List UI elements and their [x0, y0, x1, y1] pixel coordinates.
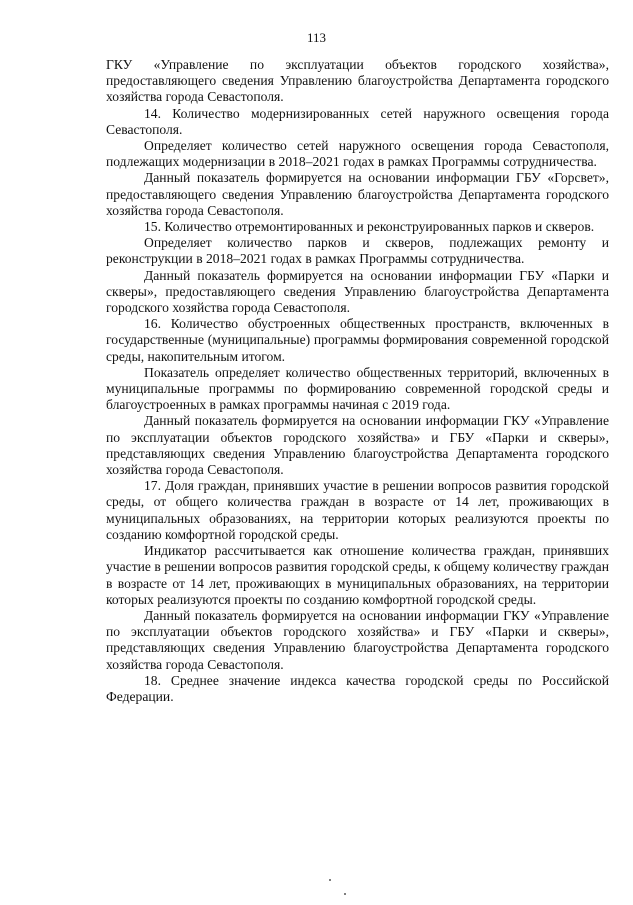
item-17-source: Данный показатель формируется на основании информации ГКУ «Управление по эксплуатации объектов городского хозяйства» и ГБУ «Парки и скверы», представляющих сведения Управлению благоустройства Департамента городского хозяйства города Севастополя. [106, 607, 609, 672]
paragraph-continuation: ГКУ «Управление по эксплуатации объектов городского хозяйства», предоставляющего сведения Управлению благоустройства Департамента городского хозяйства города Севастополя. [106, 57, 609, 105]
item-18-heading: 18. Среднее значение индекса качества городской среды по Российской Федерации. [106, 672, 609, 704]
document-body [106, 57, 609, 705]
item-16-definition: Показатель определяет количество общественных территорий, включенных в муниципальные программы по формированию современной городской среды и благоустроенных в рамках программы начиная с 2019 года. [106, 364, 609, 413]
item-16-source: Данный показатель формируется на основании информации ГКУ «Управление по эксплуатации объектов городского хозяйства» и ГБУ «Парки и скверы», представляющих сведения Управлению благоустройства Департамента городского хозяйства города Севастополя. [106, 413, 609, 478]
item-17-heading: 17. Доля граждан, принявших участие в решении вопросов развития городской среды, от общего количества граждан в возрасте от 14 лет, проживающих в муниципальных образованиях, на территории которых реализуются проекты по созданию комфортной городской среды. [106, 478, 609, 542]
scan-speck [344, 893, 346, 895]
item-17-definition: Индикатор рассчитывается как отношение количества граждан, принявших участие в решении вопросов развития городской среды, к общему количеству граждан в возрасте от 14 лет, проживающих в муниципальных образованиях, на территории которых реализуются проекты по созданию комфортной городской среды. [106, 543, 609, 607]
item-14-heading: 14. Количество модернизированных сетей наружного освещения города Севастополя. [106, 105, 609, 137]
item-14-definition: Определяет количество сетей наружного освещения города Севастополя, подлежащих модернизации в 2018–2021 годах в рамках Программы сотрудничества. [106, 138, 609, 170]
scan-speck [329, 879, 331, 881]
item-15-definition: Определяет количество парков и скверов, подлежащих ремонту и реконструкции в 2018–2021 годах в рамках Программы сотрудничества. [106, 235, 609, 267]
page-number: 113 [306, 30, 327, 45]
item-16-heading: 16. Количество обустроенных общественных пространств, включенных в государственные (муниципальные) программы формирования современной городской среды, накопительным итогом. [106, 316, 609, 364]
item-15-source: Данный показатель формируется на основании информации ГБУ «Парки и скверы», предоставляющего сведения Управлению благоустройства Департамента городского хозяйства города Севастополя. [106, 267, 609, 316]
item-15-heading: 15. Количество отремонтированных и реконструированных парков и скверов. [144, 219, 595, 235]
item-14-source: Данный показатель формируется на основании информации ГБУ «Горсвет», предоставляющего сведения Управлению благоустройства Департамента городского хозяйства города Севастополя. [106, 170, 609, 218]
